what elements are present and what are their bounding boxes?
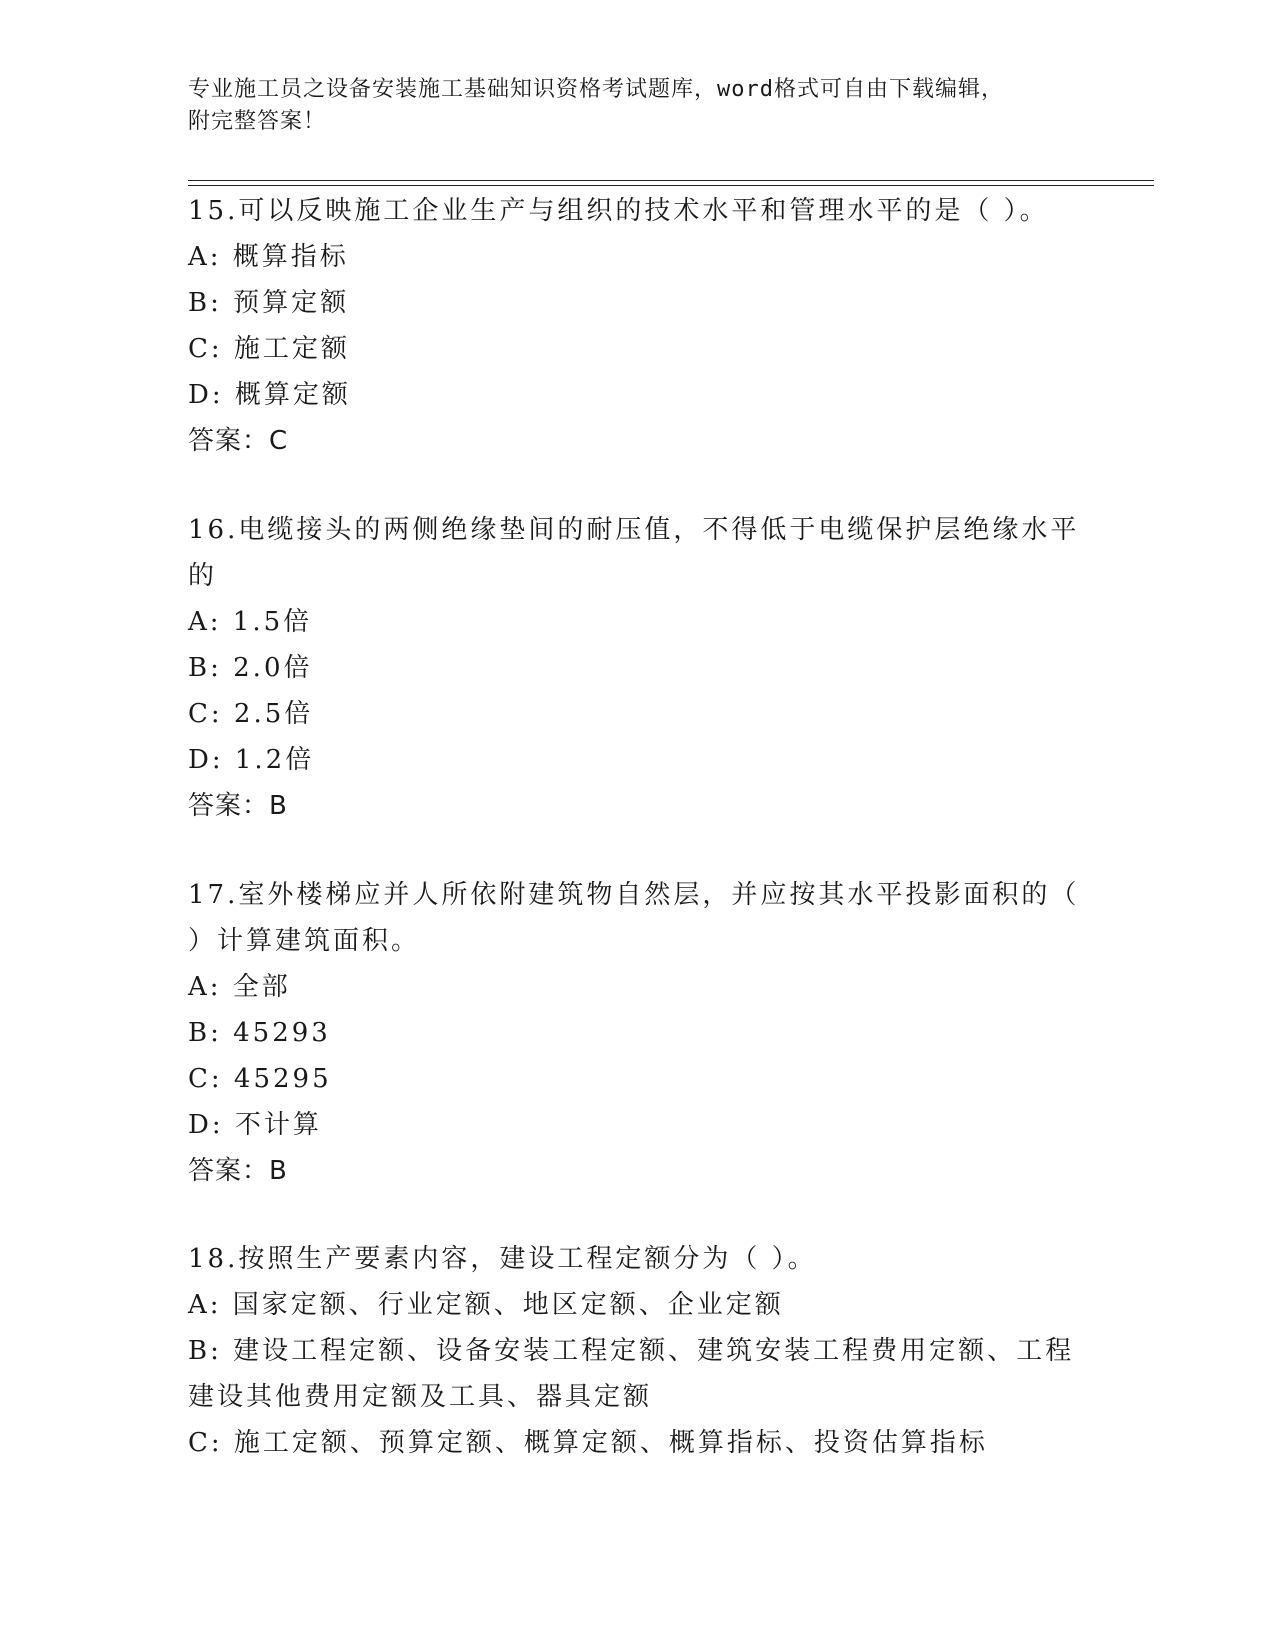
option-d: D: 不计算 xyxy=(188,1110,322,1140)
question-stem: 17.室外楼梯应并人所依附建筑物自然层，并应按其水平投影面积的（ xyxy=(188,880,1080,910)
option-a: A: 国家定额、行业定额、地区定额、企业定额 xyxy=(188,1290,784,1320)
question-16 xyxy=(188,507,1088,829)
answer: 答案：B xyxy=(188,791,288,821)
answer: 答案：B xyxy=(188,1156,288,1186)
option-b: B: 2.0倍 xyxy=(188,653,313,683)
question-18 xyxy=(188,1236,1088,1466)
option-a: A: 全部 xyxy=(188,972,291,1002)
option-b: B: 45293 xyxy=(188,1018,331,1048)
header-divider-top xyxy=(188,180,1154,181)
question-stem: 18.按照生产要素内容，建设工程定额分为（ ）。 xyxy=(188,1244,817,1274)
question-stem: 15.可以反映施工企业生产与组织的技术水平和管理水平的是（ ）。 xyxy=(188,196,1049,226)
header-line-1: 专业施工员之设备安装施工基础知识资格考试题库，word格式可自由下载编辑， xyxy=(188,77,1004,102)
answer: 答案：C xyxy=(188,426,289,456)
option-d: D: 概算定额 xyxy=(188,380,351,410)
header-divider-bottom xyxy=(188,185,1154,186)
question-17 xyxy=(188,872,1088,1194)
option-d: D: 1.2倍 xyxy=(188,745,315,775)
option-a: A: 概算指标 xyxy=(188,242,349,272)
question-15 xyxy=(188,188,1088,464)
question-stem: 16.电缆接头的两侧绝缘垫间的耐压值，不得低于电缆保护层绝缘水平 xyxy=(188,515,1080,545)
option-c: C: 施工定额 xyxy=(188,334,350,364)
question-stem-continued: ）计算建筑面积。 xyxy=(188,926,421,956)
option-c: C: 施工定额、预算定额、概算定额、概算指标、投资估算指标 xyxy=(188,1428,988,1458)
option-b: B: 预算定额 xyxy=(188,288,350,318)
option-c: C: 45295 xyxy=(188,1064,332,1094)
option-c: C: 2.5倍 xyxy=(188,699,314,729)
question-stem-continued: 的 xyxy=(188,561,218,591)
option-b-continued: 建设其他费用定额及工具、器具定额 xyxy=(188,1382,653,1412)
document-header xyxy=(188,74,1088,138)
option-b: B: 建设工程定额、设备安装工程定额、建筑安装工程费用定额、工程 xyxy=(188,1336,1075,1366)
header-line-2: 附完整答案！ xyxy=(188,109,327,134)
option-a: A: 1.5倍 xyxy=(188,607,313,637)
